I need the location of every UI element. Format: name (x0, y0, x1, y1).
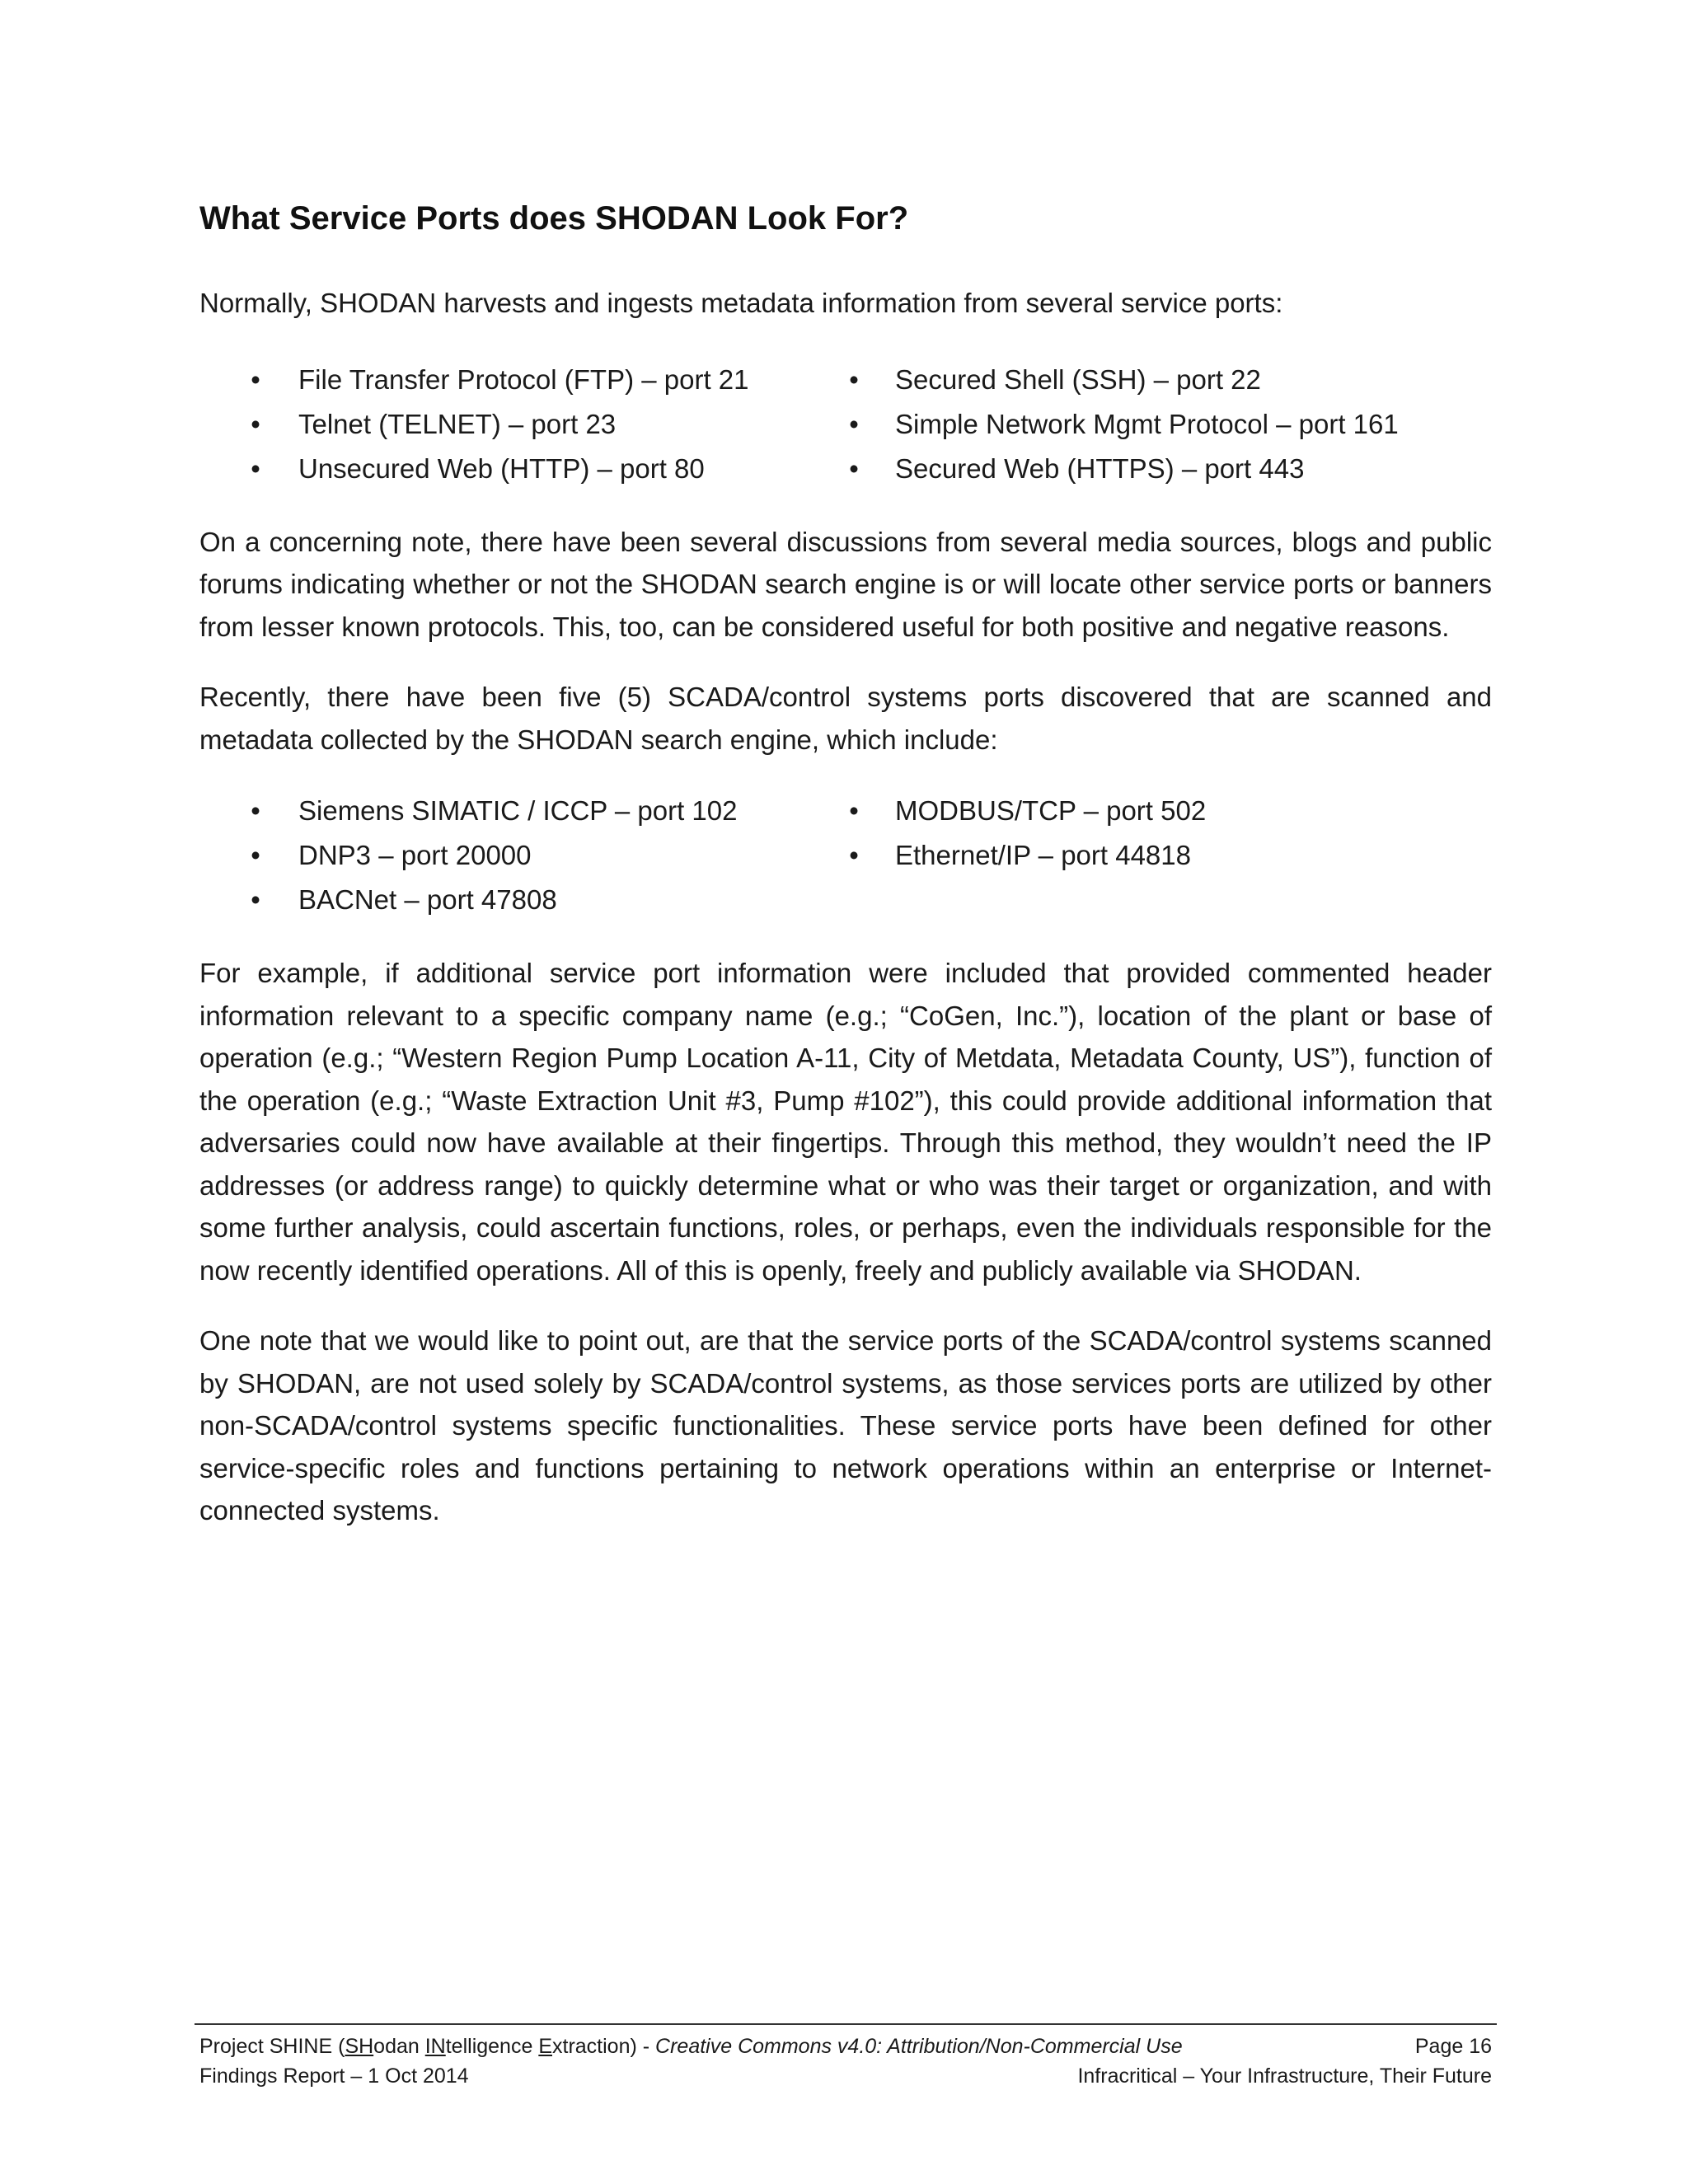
concern-paragraph: On a concerning note, there have been several discussions from several media sources, blogs and public forums indicating whether or not the SHODAN search engine is or will locate other service ports or banners from lesser known protocols. This, too, can be considered useful for both positive and negative reasons. (199, 526, 1492, 642)
list-item: • Unsecured Web (HTTP) – port 80 (199, 447, 846, 491)
page-number: Page 16 (1414, 2035, 1492, 2058)
list-item: • Ethernet/IP – port 44818 (846, 833, 1492, 878)
scada-ports-right-column (846, 789, 1492, 922)
page-footer (195, 2023, 1497, 2091)
bullet-icon: • (849, 795, 859, 826)
list-item: • BACNet – port 47808 (199, 878, 846, 922)
list-item: • Simple Network Mgmt Protocol – port 161 (846, 402, 1492, 447)
bullet-icon: • (251, 840, 260, 870)
intro-paragraph: Normally, SHODAN harvests and ingests metadata information from several service ports: (199, 288, 1283, 318)
footer-tagline: Infracritical – Your Infrastructure, Their Future (1077, 2064, 1492, 2088)
scada-ports-left-column (199, 789, 846, 922)
bullet-icon: • (251, 884, 260, 915)
bullet-icon: • (849, 452, 859, 484)
scada-ports-list (199, 789, 1492, 922)
section-heading: What Service Ports does SHODAN Look For? (199, 200, 909, 237)
bullet-icon: • (251, 363, 260, 395)
bullet-icon: • (849, 840, 859, 870)
list-item: • Telnet (TELNET) – port 23 (199, 402, 846, 447)
bullet-icon: • (251, 452, 260, 484)
footer-license: Creative Commons v4.0: Attribution/Non-Commercial Use (655, 2035, 1183, 2058)
footer-report-date: Findings Report – 1 Oct 2014 (199, 2064, 469, 2088)
footer-row-bottom (195, 2061, 1497, 2091)
list-item: • File Transfer Protocol (FTP) – port 21 (199, 358, 846, 402)
list-item: • MODBUS/TCP – port 502 (846, 789, 1492, 833)
list-item: • Secured Shell (SSH) – port 22 (846, 358, 1492, 402)
footer-project-title: Project SHINE (SHodan INtelligence Extraction) - Creative Commons v4.0: Attribution/Non-Commercial Use (199, 2035, 1183, 2058)
page-content (199, 198, 1492, 1560)
note-paragraph: One note that we would like to point out, are that the service ports of the SCADA/control systems scanned by SHODAN, are not used solely by SCADA/control systems, as those services ports are utilized by other non-SCADA/control systems specific functionalities. These service ports have been defined for other service-specific roles and functions pertaining to network operations within an enterprise or Internet-connected systems. (199, 1325, 1492, 1526)
list-item: • DNP3 – port 20000 (199, 833, 846, 878)
list-item: • Secured Web (HTTPS) – port 443 (846, 447, 1492, 491)
bullet-icon: • (251, 408, 260, 439)
bullet-icon: • (251, 795, 260, 826)
list-item: • Siemens SIMATIC / ICCP – port 102 (199, 789, 846, 833)
service-ports-right-column (846, 358, 1492, 491)
service-ports-left-column (199, 358, 846, 491)
example-paragraph: For example, if additional service port information were included that provided commented header information relevant to a specific company name (e.g.; “CoGen, Inc.”), location of the plant or base of operation (e.g.; “Western Region Pump Location A-11, City of Metdata, Metadata County, US”), function of the operation (e.g.; “Waste Extraction Unit #3, Pump #102”), this could provide additional information that adversaries could now have available at their fingertips. Through this method, they wouldn’t need the IP addresses (or address range) to quickly determine what or who was their target or organization, and with some further analysis, could ascertain functions, roles, or perhaps, even the individuals responsible for the now recently identified operations. All of this is openly, freely and publicly available via SHODAN. (199, 958, 1492, 1286)
footer-row-top (195, 2032, 1497, 2061)
bullet-icon: • (849, 408, 859, 439)
service-ports-list (199, 358, 1492, 491)
bullet-icon: • (849, 363, 859, 395)
scada-intro-paragraph: Recently, there have been five (5) SCADA/control systems ports discovered that are scanned and metadata collected by the SHODAN search engine, which include: (199, 682, 1492, 755)
